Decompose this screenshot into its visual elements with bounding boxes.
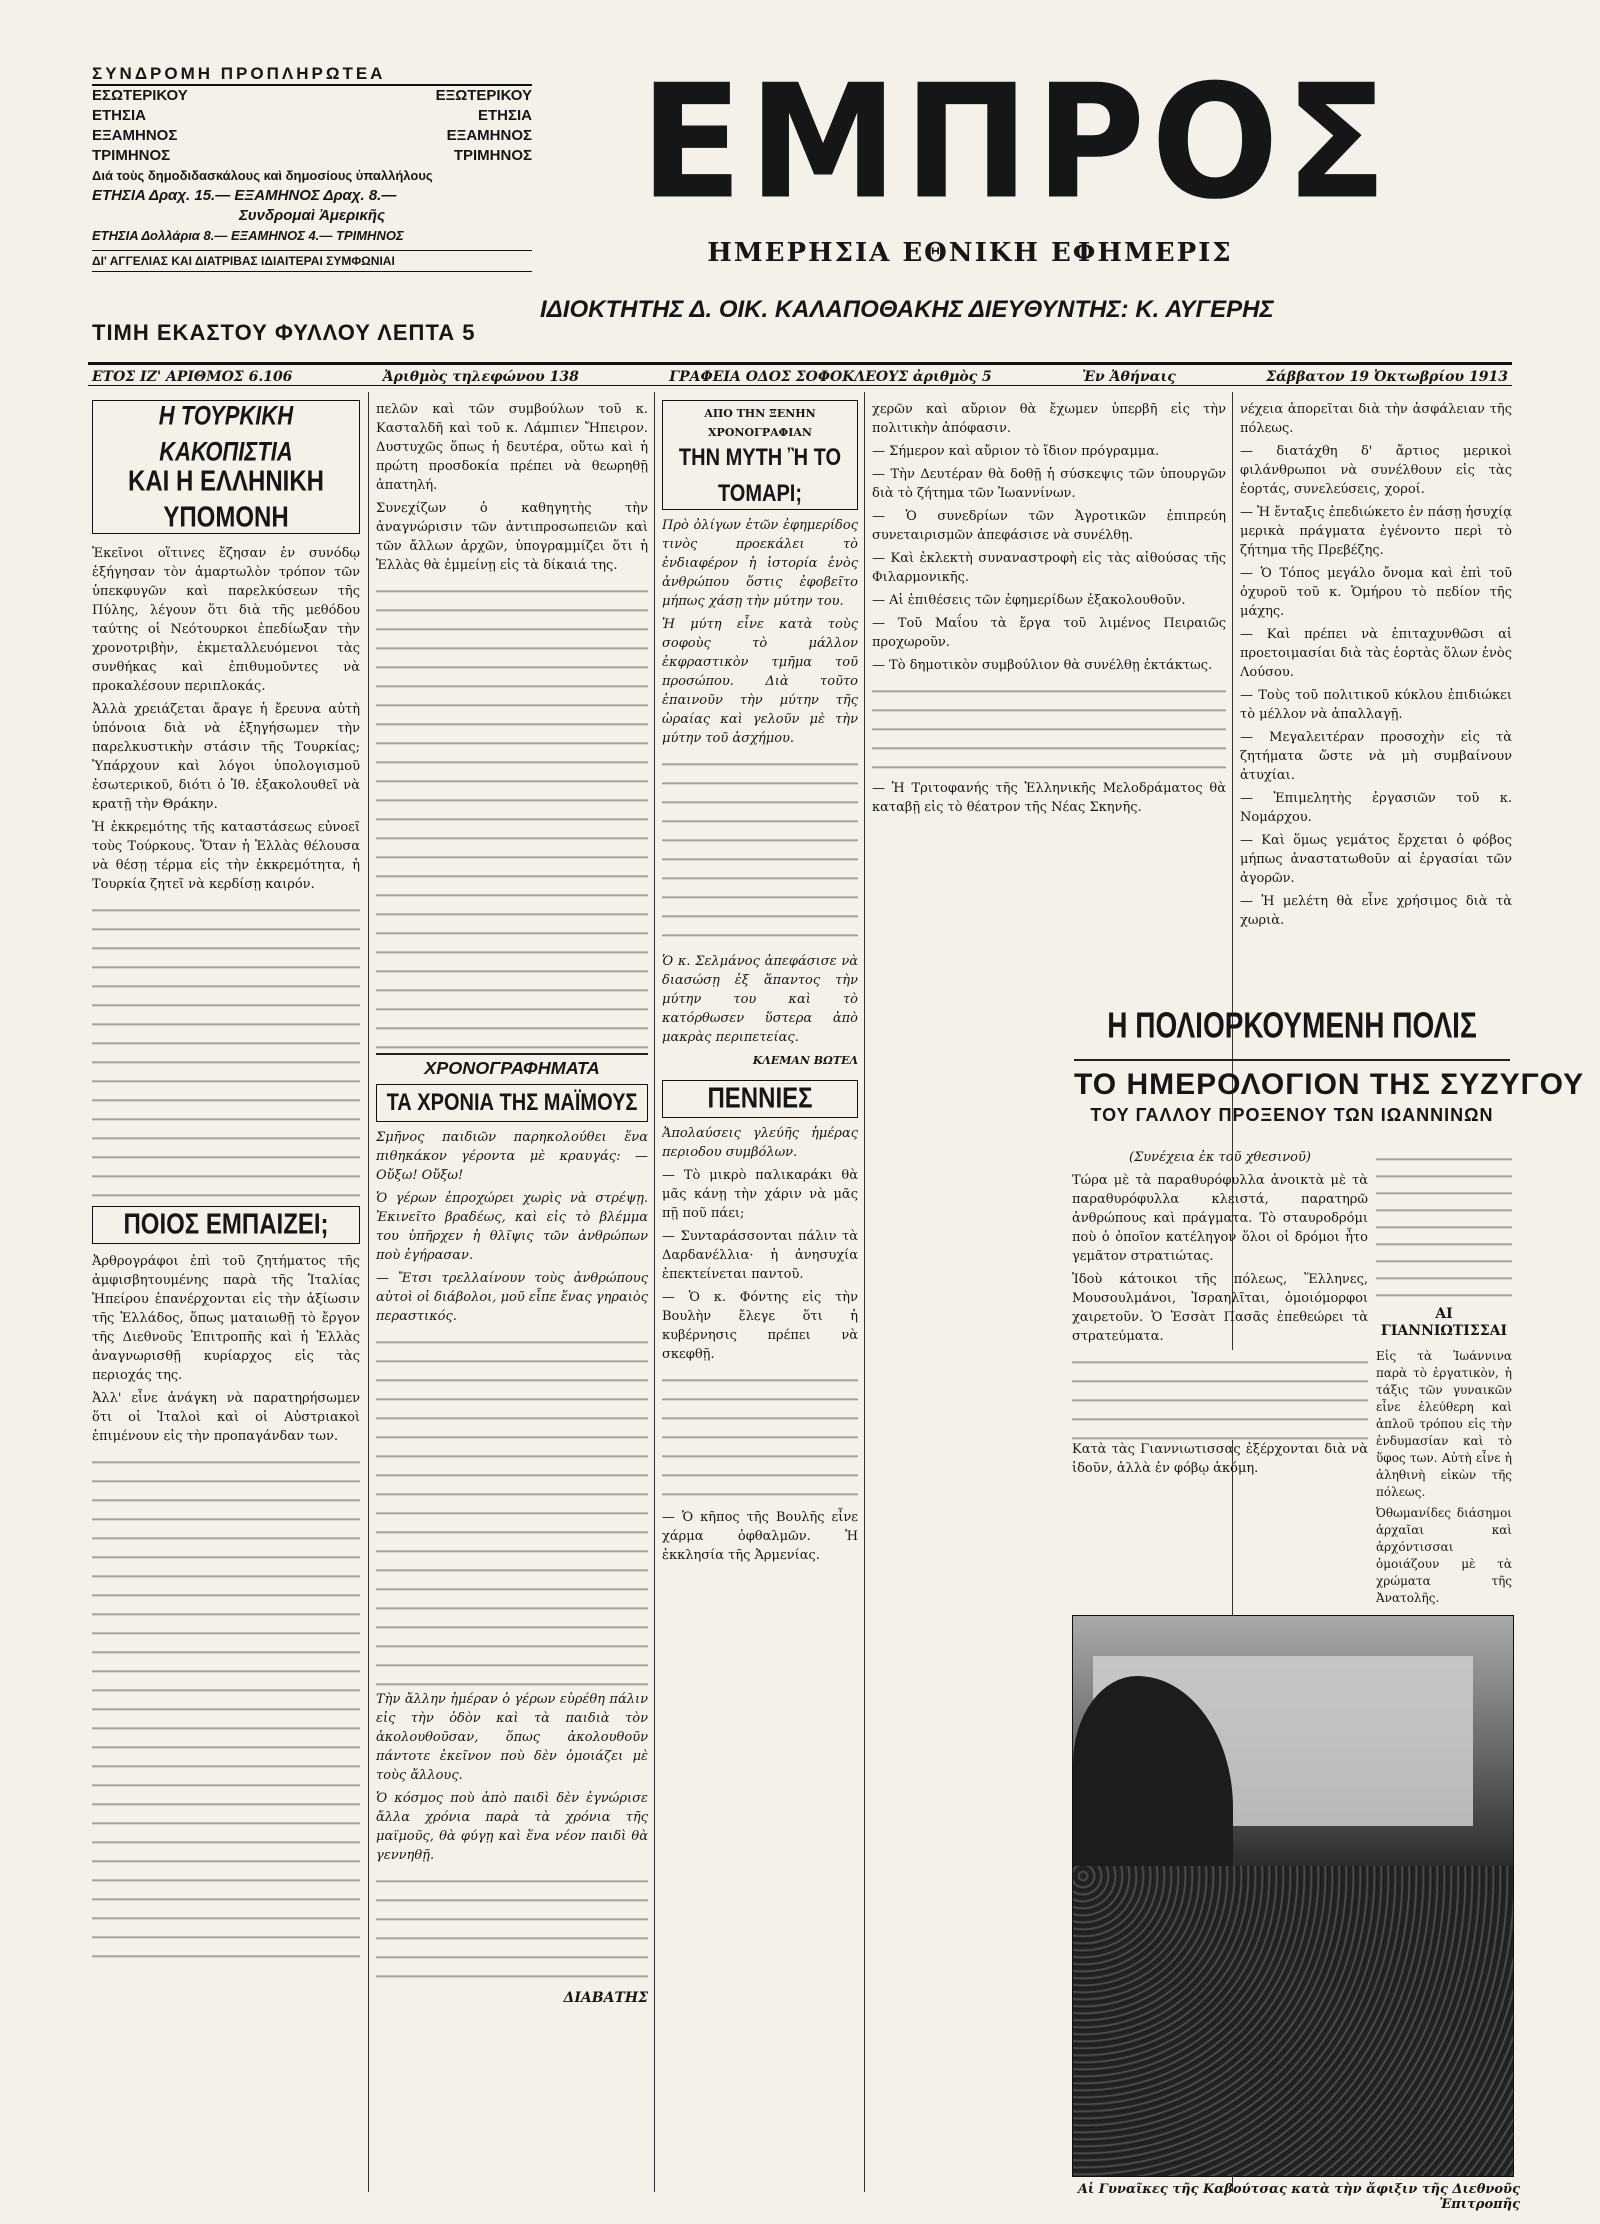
teachers-note: Διά τοὺς δημοδιδασκάλους καὶ δημοσίους ὑπαλλήλους [92,168,433,183]
divider [1074,1059,1510,1061]
article-paragraph: — Μεγαλειτέραν προσοχὴν εἰς τὰ ζητήματα ὥστε νὰ μὴ συμβαίνουν ἀτυχίαι. [1240,730,1512,783]
article-paragraph: χερῶν καὶ αὔριον θὰ ἔχωμεν ὑπερβῆ εἰς τὴν πολιτικὴν ἀπόφασιν. [872,402,1226,436]
column-2 [376,400,648,2200]
subscription-box [92,64,532,272]
teachers-rates: ΕΤΗΣΙΑ Δραχ. 15.— ΕΞΑΜΗΝΟΣ Δραχ. 8.— [92,187,397,204]
article-paragraph: — Τὴν Δευτέραν θὰ δοθῇ ἡ σύσκεψις τῶν ὑπουργῶν διὰ τὸ ζήτημα τῶν Ἰωαννίνων. [872,467,1226,501]
article-paragraph: Τὴν ἄλλην ἡμέραν ὁ γέρων εὑρέθη πάλιν εἰς τὴν ὁδὸν καὶ τὰ παιδιὰ τὸν ἀκολουθοῦσαν, ὅπως ἀκολουθοῦν πάντοτε ἐκεῖνον ποὺ δὲν ὁμοιάζει μὲ τοὺς ἄλλους. [376,1692,648,1783]
rate-label: ΕΞΑΜΗΝΟΣ [92,127,178,144]
article-paragraph: Εἰς τὰ Ἰωάννινα παρὰ τὸ ἐργατικὸν, ἡ τάξις τῶν γυναικῶν εἶνε ἐλεύθερη καὶ ἁπλοῦ τρόπου εἰς τὴν ἐνδυμασίαν καὶ τὸ ὕφος των. Αὐτὴ εἶνε ἡ ἀληθινὴ εἰκὼν τῆς πόλεως. [1376,1349,1512,1499]
crowd-photograph [1072,1615,1514,2177]
article-paragraph: Ἡ ἐκκρεμότης τῆς καταστάσεως εὐνοεῖ τοὺς Τούρκους. Ὅταν ἡ Ἑλλὰς θέλουσα νὰ θέσῃ τέρμα εἰς τὴν ἐκκρεμότητα, ἡ Τουρκία ζητεῖ νὰ κερδίσῃ καιρόν. [92,820,360,892]
article-paragraph: Πρὸ ὀλίγων ἐτῶν ἐφημερίδος τινὸς προεκάλει τὸ ἐνδιαφέρον ἡ ἱστορία ἑνὸς ἀνθρώπου ὅστις ἐφοβεῖτο μήπως χάσῃ τὴν μύτην του. [662,518,858,609]
column-4-lower [1072,1148,1368,1608]
article-paragraph: — Καὶ πρέπει νὰ ἐπιταχυνθῶσι αἱ προετοιμασίαι διὰ τὰς ἑορτὰς ὅλων ἑνὸς Λούσου. [1240,627,1512,680]
text-block [1072,1350,1368,1440]
article-paragraph: — διατάχθη δ' ἄρτιος μερικοὶ φιλάνθρωποι νὰ συνέλθουν εἰς τὰς ἑορτάς, συνελεύσεις, χοροί. [1240,444,1512,497]
text-block [376,1330,648,1690]
article-paragraph: — Σήμερον καὶ αὔριον τὸ ἴδιον πρόγραμμα. [872,444,1160,459]
section-kicker: ΧΡΟΝΟΓΡΑΦΗΜΑΤΑ [424,1058,600,1078]
text-block [1376,1148,1512,1298]
column-rule [368,392,369,2192]
domestic-label: ΕΣΩΤΕΡΙΚΟΥ [92,87,188,104]
rate-row [92,106,532,126]
article-paragraph: — Ὁ κῆπος τῆς Βουλῆς εἶνε χάρμα ὀφθαλμῶν. Ἡ ἐκκλησία τῆς Ἀρμενίας. [662,1510,858,1563]
office-address: ΓΡΑΦΕΙΑ ΟΔΟΣ ΣΟΦΟΚΛΕΟΥΣ ἀριθμὸς 5 [669,369,992,385]
article-paragraph: νέχεια ἀπορεῖται διὰ τὴν ἀσφάλειαν τῆς πόλεως. [1240,402,1512,436]
ads-note: ΔΙ' ΑΓΓΕΛΙΑΣ ΚΑΙ ΔΙΑΤΡΙΒΑΣ ΙΔΙΑΙΤΕΡΑΙ ΣΥΜΦΩΝΙΑΙ [92,250,532,272]
article-paragraph: — Ἔτσι τρελλαίνουν τοὺς ἀνθρώπους αὐτοὶ οἱ διάβολοι, μοῦ εἶπε ἕνας γηραιὸς περαστικός. [376,1271,648,1324]
text-block [92,898,360,1198]
column-rule [654,392,655,2192]
article-paragraph: Ἀλλ' εἶνε ἀνάγκη νὰ παρατηρήσωμεν ὅτι οἱ Ἰταλοὶ καὶ οἱ Αὐστριακοὶ ἐπιμένουν εἰς τὴν προπαγάνδαν των. [92,1391,360,1444]
staff-line: ΙΔΙΟΚΤΗΤΗΣ Δ. ΟΙΚ. ΚΑΛΑΠΟΘΑΚΗΣ ΔΙΕΥΘΥΝΤΗΣ: Κ. ΑΥΓΕΡΗΣ [540,296,1274,323]
headline-box [1068,1005,1585,1129]
masthead-subtitle: ΗΜΕΡΗΣΙΑ ΕΘΝΙΚΗ ΕΦΗΜΕΡΙΣ [707,238,1233,268]
issue-date: Σάββατον 19 Ὀκτωβρίου 1913 [1266,369,1508,385]
price-line: ΤΙΜΗ ΕΚΑΣΤΟΥ ΦΥΛΛΟΥ ΛΕΠΤΑ 5 [92,320,476,345]
article-paragraph: Ἀπολαύσεις γλεύῆς ἡμέρας περιοδου συμβόλων. [662,1126,858,1160]
article-paragraph: Συνεχίζων ὁ καθηγητὴς τὴν ἀναγνώρισιν τῶν ἀντιπροσωπειῶν καὶ τῶν ἄλλων ἀρχῶν, ὑπογραμμίζει ὅτι ἡ Ἑλλὰς θὰ ἐμμείνῃ εἰς τὰ δίκαιά της. [376,501,648,573]
headline-box [662,400,858,510]
headline: Η ΤΟΥΡΚΙΚΗ ΚΑΚΟΠΙΣΤΙΑ [158,400,294,467]
headline-box [92,400,360,534]
text-block [376,579,648,1049]
article-paragraph: — Αἱ ἐπιθέσεις τῶν ἐφημερίδων ἐξακολουθοῦν. [872,593,1186,608]
headline: ΤΟ ΗΜΕΡΟΛΟΓΙΟΝ ΤΗΣ ΣΥΖΥΓΟΥ [1074,1068,1585,1101]
article-paragraph: — Τὸ δημοτικὸν συμβούλιον θὰ συνέλθῃ ἐκτάκτως. [872,658,1213,673]
article-paragraph: Ἀρθρογράφοι ἐπὶ τοῦ ζητήματος τῆς ἀμφισβητουμένης παρὰ τῆς Ἰταλίας Ἠπείρου ἐπανέρχονται εἰς τὴν ἀξίωσιν τῆς Ἑλλάδος, ὅπως ματαιωθῇ τὸ ἔργον τῆς Διεθνοῦς Ἐπιτροπῆς καὶ ἡ Ἑλλὰς ἀναγνωρισθῇ κυρίαρχος εἰς τὰς περιοχάς της. [92,1254,360,1383]
article-paragraph: Κατὰ τὰς Γιαννιωτισσας ἐξέρχονται διὰ νὰ ἰδοῦν, ἀλλὰ ἐν φόβῳ ἀκόμη. [1072,1442,1368,1476]
subscription-headers [92,86,532,106]
foreign-label: ΕΞΩΤΕΡΙΚΟΥ [435,87,532,104]
america-rates: ΕΤΗΣΙΑ Δολλάρια 8.— ΕΞΑΜΗΝΟΣ 4.— ΤΡΙΜΗΝΟΣ [92,228,404,243]
article-paragraph: — Ἡ μελέτη θὰ εἶνε χρήσιμος διὰ τὰ χωριὰ. [1240,894,1512,928]
column-5 [1240,400,1512,1000]
article-paragraph: Ὁ κόσμος ποὺ ἀπὸ παιδὶ δὲν ἐγνώρισε ἄλλα χρόνια παρὰ τὰ χρόνια τῆς μαϊμοῦς, θὰ φύγῃ καὶ ἕνα νέον παιδὶ θὰ γεννηθῇ. [376,1791,648,1863]
rate-label: ΤΡΙΜΗΝΟΣ [453,147,532,164]
subscription-title: ΣΥΝΔΡΟΜΗ ΠΡΟΠΛΗΡΩΤΕΑ [92,64,532,86]
crowd-shape [1073,1866,1513,2176]
headline: ΠΕΝΝΙΕΣ [707,1082,813,1115]
rate-row [92,126,532,146]
article-paragraph: Ἰδοὺ κάτοικοι τῆς πόλεως, Ἕλληνες, Μουσουλμάνοι, Ἰσραηλῖται, ὁμοιόμορφοι χαιρετοῦν. Ὁ Ἐσσὰτ Πασᾶς ἐπεθεώρει τὰ στρατεύματα. [1072,1272,1368,1344]
headline: ΤΑ ΧΡΟΝΙΑ ΤΗΣ ΜΑΪΜΟΥΣ [386,1089,638,1117]
article-paragraph: πελῶν καὶ τῶν συμβούλων τοῦ κ. Κασταλδῆ καὶ τοῦ κ. Λάμπιεν Ἤπειρον. Δυστυχῶς ὅπως ἡ δευτέρα, οὕτω καὶ ἡ πρώτη προσδοκία πρέπει νὰ θεωρηθῇ ἀπατηλή. [376,402,648,493]
besieged-city-article [1068,1005,1585,1129]
divider [376,1053,648,1055]
place-label: Ἐν Ἀθήναις [1082,369,1176,385]
headline: ΤΗΝ ΜΥΤΗ Ἢ ΤΟ ΤΟΜΑΡΙ; [678,444,842,508]
headline: Η ΠΟΛΙΟΡΚΟΥΜΕΝΗ ΠΟΛΙΣ [1107,1005,1477,1046]
byline: ΔΙΑΒΑΤΗΣ [563,1990,648,2006]
article-paragraph: Ἀλλὰ χρειάζεται ἄραγε ἡ ἔρευνα αὐτὴ ὑπόνοια διὰ νὰ ἐξηγήσωμεν τὴν παρελκυστικὴν στάσιν τῆς Τουρκίας; Ὑπάρχουν καὶ λόγοι ὑπολογισμοῦ ἐσωτερικοῦ, διότι ὁ Ἰθ. ἐξακολουθεῖ νὰ κρατῇ τὴν Θράκην. [92,702,360,812]
article-paragraph: — Τὸ μικρὸ παλικαράκι θὰ μᾶς κάνῃ τὴν χάριν νὰ μᾶς πῇ ποῦ πάει; [662,1168,858,1221]
byline: ΚΛΕΜΑΝ ΒΩΤΕΛ [752,1054,858,1067]
continued-note: (Συνέχεια ἐκ τοῦ χθεσινοῦ) [1129,1150,1311,1165]
rate-label: ΕΤΗΣΙΑ [92,107,147,124]
section-kicker: ΑΠΟ ΤΗΝ ΞΕΝΗΝ ΧΡΟΝΟΓΡΑΦΙΑΝ [704,407,816,439]
article-paragraph: Ὁ κ. Σελμάνος ἀπεφάσισε νὰ διασώσῃ ἐξ ἅπαντος τὴν μύτην του καὶ τὸ κατόρθωσεν ὕστερα ἀπὸ μακρὰς περιπετείας. [662,954,858,1045]
column-3 [662,400,858,1700]
section-heading: ΑΙ ΓΙΑΝΝΙΩΤΙΣΣΑΙ [1380,1306,1508,1339]
article-paragraph: — Καὶ ὅμως γεμάτος ἔρχεται ὁ φόβος μήπως ἀναστατωθοῦν αἱ ἐργασίαι τῶν ἀγορῶν. [1240,833,1512,886]
column-5-lower [1376,1148,1512,1608]
article-paragraph: — Ὁ Τόπος μεγάλο ὄνομα καὶ ἐπὶ τοῦ ὀχυροῦ τοῦ κ. Ὁμήρου τὸ πεδίον τῆς μάχης. [1240,566,1512,619]
article-paragraph: Ἐκεῖνοι οἵτινες ἔζησαν ἐν συνόδῳ ἐξήγησαν τὸν ἀμαρτωλὸν τρόπον τῶν ὑπεκφυγῶν καὶ παρελκύσεων τῆς Πύλης, λέγουν ὅτι διὰ τῆς μεθόδου ταύτης οἱ Νεότουρκοι ἐπεδίωξαν τὴν χρονοτριβὴν, ἐκμεταλλευόμενοι τὰς συνθήκας καὶ ἐπιθυμοῦντες νὰ προκαλέσουν περιπλοκάς. [92,546,360,694]
headline: ΚΑΙ Η ΕΛΛΗΝΙΚΗ ΥΠΟΜΟΝΗ [127,465,325,534]
rate-label: ΕΞΑΜΗΝΟΣ [446,127,532,144]
headline-box [376,1084,648,1122]
article-paragraph: — Τοὺς τοῦ πολιτικοῦ κύκλου ἐπιδιώκει τὸ μέλλον νὰ ἀπαλλαγῇ. [1240,688,1512,722]
article-paragraph: Ὁ γέρων ἐπροχώρει χωρὶς νὰ στρέψῃ. Ἐκινεῖτο βραδέως, καὶ εἰς τὸ βλέμμα του ὑπῆρχεν ἡ θλῖψις τῶν ἀνθρώπων ποὺ ἐγήρασαν. [376,1191,648,1263]
column-4 [872,400,1226,960]
headline-box [662,1080,858,1118]
text-block [662,1368,858,1508]
column-rule [864,392,865,2192]
headline-box [92,1206,360,1244]
issue-number: ΕΤΟΣ ΙΖ' ΑΡΙΘΜΟΣ 6.106 [92,369,293,385]
dateline [88,362,1512,386]
masthead-title: ΕΜΠΡΟΣ [640,51,1394,235]
article-paragraph: — Τοῦ Μαΐου τὰ ἔργα τοῦ λιμένος Πειραιῶς προχωροῦν. [872,616,1226,650]
headline: ΠΟΙΟΣ ΕΜΠΑΙΖΕΙ; [123,1208,329,1241]
text-block [662,752,858,952]
article-paragraph: — Καὶ ἐκλεκτὴ συναναστροφὴ εἰς τὰς αἰθούσας τῆς Φιλαρμονικῆς. [872,551,1226,585]
article-paragraph: — Ὁ κ. Φόντης εἰς τὴν Βουλὴν ἔλεγε ὅτι ἡ κυβέρνησις πρέπει νὰ σκεφθῇ. [662,1290,858,1362]
article-paragraph: Τώρα μὲ τὰ παραθυρόφυλλα ἀνοικτὰ μὲ τὰ παραθυρόφυλλα κλειστά, παρατηρῶ ἀνθρώπους καὶ πράγματα. Τὸ σταυροδρόμι ποὺ ὁ ὁποῖον κατέληγον ὅλοι οἱ δρόμοι ἦτο γεμᾶτον στρατιώτας. [1072,1173,1368,1264]
america-label: Συνδρομαὶ Ἀμερικῆς [238,207,386,224]
rate-label: ΕΤΗΣΙΑ [477,107,532,124]
article-paragraph: — Ἐπιμελητὴς ἐργασιῶν τοῦ κ. Νομάρχου. [1240,791,1512,825]
phone-number: Ἀριθμὸς τηλεφώνου 138 [382,369,579,385]
article-paragraph: Ὀθωμανίδες διάσημοι ἀρχαῖαι καὶ ἀρχόντισσαι ὁμοιάζουν μὲ τὰ χρώματα τῆς Ἀνατολῆς. [1376,1506,1512,1605]
rate-row [92,146,532,166]
text-block [872,679,1226,779]
article-paragraph: — Ἡ ἔνταξις ἐπεδιώκετο ἐν πάσῃ ἡσυχίᾳ μερικὰ πράγματα ἐγένοντο περὶ τὸ ζήτημα τῆς Πρεβέζης. [1240,505,1512,558]
article-paragraph: Σμῆνος παιδιῶν παρηκολούθει ἕνα πιθηκάκον γέροντα μὲ κραυγάς: — Οὔξω! Οὔξω! [376,1130,648,1183]
article-paragraph: — Ἡ Τριτοφανής τῆς Ἑλληνικῆς Μελοδράματος θὰ καταβῇ εἰς τὸ θέατρον τῆς Νέας Σκηνῆς. [872,781,1226,815]
subheadline: ΤΟΥ ΓΑΛΛΟΥ ΠΡΟΞΕΝΟΥ ΤΩΝ ΙΩΑΝΝΙΝΩΝ [1090,1105,1494,1125]
article-paragraph: Ἡ μύτη εἶνε κατὰ τοὺς σοφοὺς τὸ μάλλον ἐκφραστικὸν τμῆμα τοῦ προσώπου. Διὰ τοῦτο ἐπαινοῦν τὴν μύτην τῆς ὡραίας καὶ γελοῦν μὲ τὴν μύτην τοῦ ἀσχήμου. [662,617,858,746]
column-1 [92,400,360,2200]
text-block [376,1869,648,1989]
article-paragraph: — Ὁ συνεδρίων τῶν Ἀγροτικῶν ἐπιπρεύη συνεταιρισμῶν ἀπεφάσισε νὰ συνέλθῃ. [872,509,1226,543]
article-paragraph: — Συνταράσσονται πάλιν τὰ Δαρδανέλλια· ἡ ἀνησυχία ἐπεκτείνεται παντοῦ. [662,1229,858,1282]
rate-label: ΤΡΙΜΗΝΟΣ [92,147,171,164]
photo-caption: Αἱ Γυναῖκες τῆς Καβούτσας κατὰ τὴν ἄφιξιν τῆς Διεθνοῦς Ἐπιτροπῆς [1077,2182,1520,2212]
text-block [92,1450,360,1970]
